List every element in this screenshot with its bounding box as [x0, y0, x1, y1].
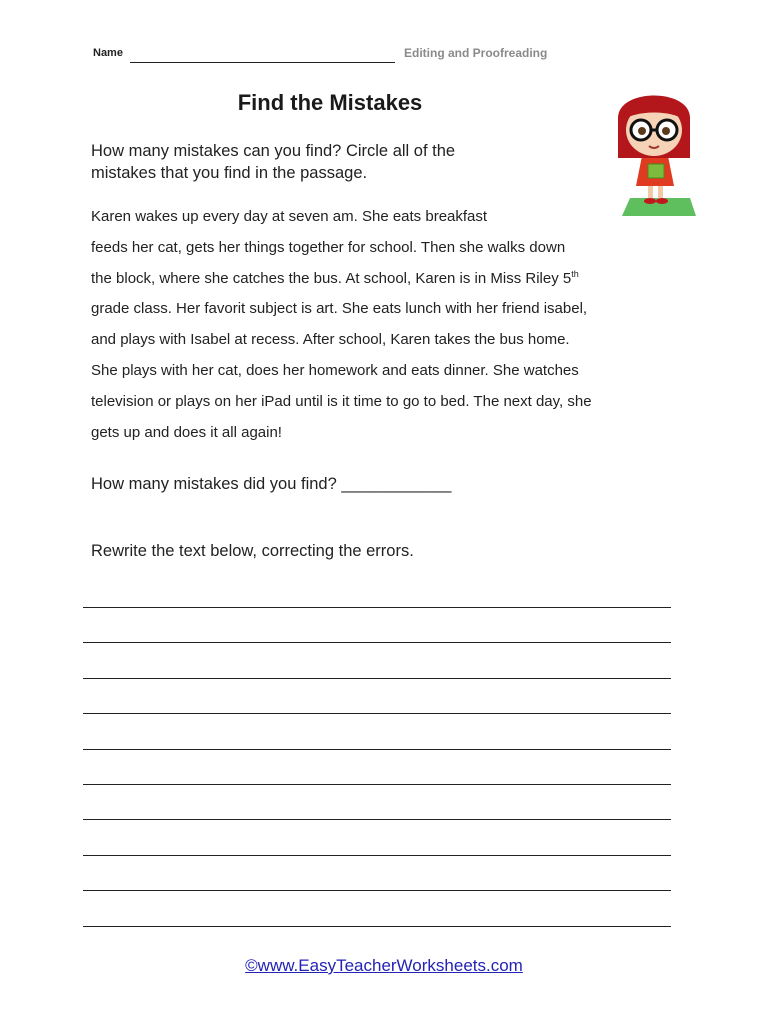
name-input-line[interactable] [130, 62, 395, 63]
writing-area[interactable] [83, 607, 671, 961]
instructions-line-2: mistakes that you find in the passage. [91, 164, 368, 182]
writing-line[interactable] [83, 607, 671, 608]
writing-line[interactable] [83, 713, 671, 714]
writing-line[interactable] [83, 855, 671, 856]
name-label: Name [93, 47, 123, 59]
worksheet-header [93, 44, 593, 64]
writing-line[interactable] [83, 784, 671, 785]
subject-label: Editing and Proofreading [404, 46, 548, 60]
ordinal-suffix: th [571, 268, 579, 279]
passage [91, 202, 691, 448]
girl-illustration [612, 80, 696, 220]
website-link[interactable]: ©www.EasyTeacherWorksheets.com [245, 956, 523, 975]
passage-line-3 [91, 264, 691, 295]
passage-line-4: grade class. Her favorit subject is art. She eats lunch with her friend isabel, [91, 300, 588, 318]
instructions-line-1: How many mistakes can you find? Circle all of the [91, 142, 456, 160]
footer [0, 956, 768, 976]
passage-line-2: feeds her cat, gets her things together for school. Then she walks down [91, 238, 566, 256]
writing-line[interactable] [83, 926, 671, 927]
girl-eye-right [662, 127, 670, 135]
passage-line-7: television or plays on her iPad until is it time to go to bed. The next day, she [91, 392, 592, 410]
passage-line-5: and plays with Isabel at recess. After school, Karen takes the bus home. [91, 331, 570, 349]
passage-line-3-text: the block, where she catches the bus. At school, Karen is in Miss Riley 5 [91, 269, 572, 287]
writing-line[interactable] [83, 642, 671, 643]
girl-book [648, 164, 664, 178]
rewrite-prompt: Rewrite the text below, correcting the errors. [91, 542, 414, 560]
writing-line[interactable] [83, 890, 671, 891]
passage-line-6: She plays with her cat, does her homework and eats dinner. She watches [91, 361, 579, 379]
passage-line-8: gets up and does it all again! [91, 423, 282, 441]
girl-eye-left [638, 127, 646, 135]
writing-line[interactable] [83, 749, 671, 750]
instructions [91, 140, 561, 184]
writing-line[interactable] [83, 678, 671, 679]
writing-line[interactable] [83, 819, 671, 820]
mistake-count-question[interactable]: How many mistakes did you find? ____________ [91, 475, 452, 493]
page-title: Find the Mistakes [237, 90, 423, 115]
passage-line-1: Karen wakes up every day at seven am. She eats breakfast [91, 208, 488, 225]
